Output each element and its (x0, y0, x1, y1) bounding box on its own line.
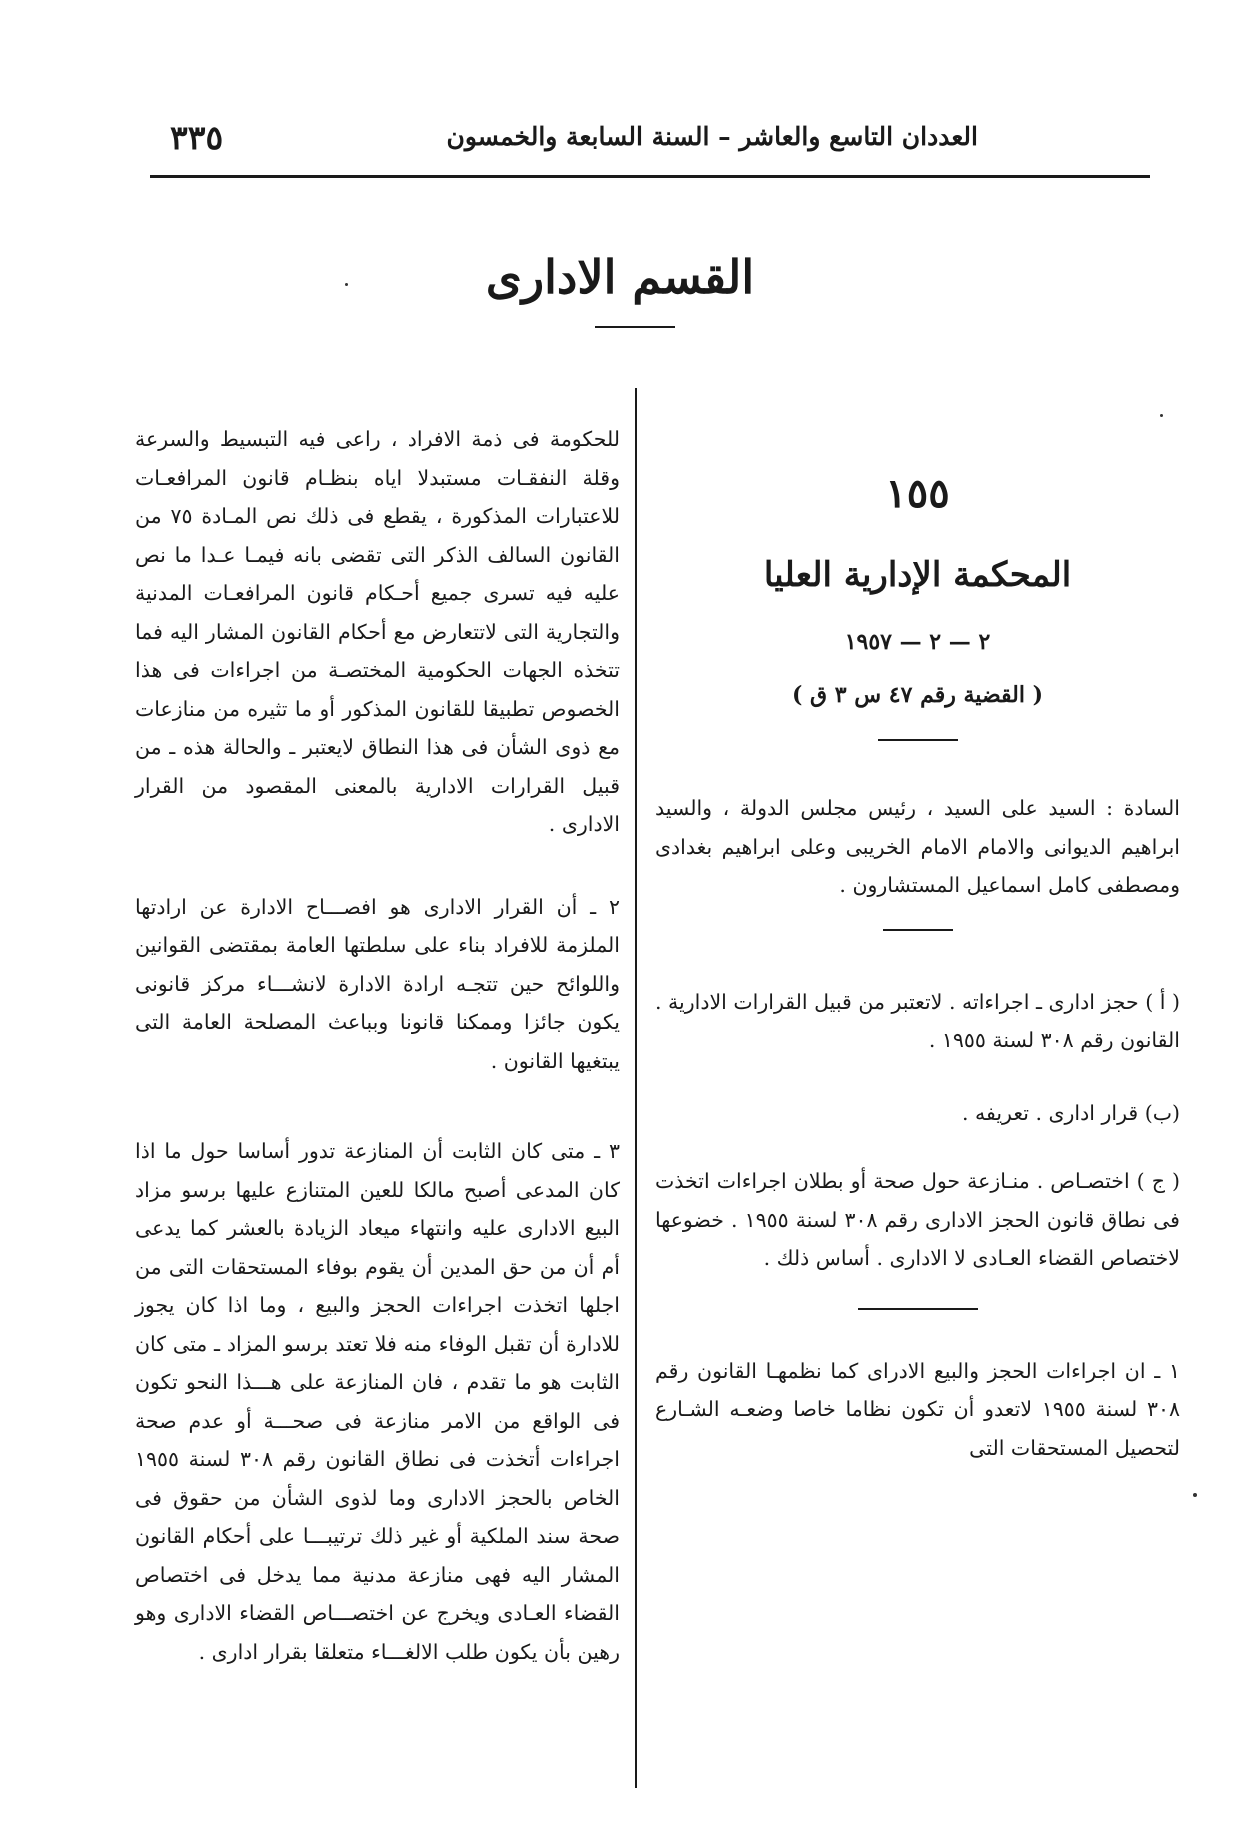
stray-mark (345, 283, 348, 286)
divider-rule (883, 929, 953, 931)
principle-3: ٣ ـ متى كان الثابت أن المنازعة تدور أساسا حول ما اذا كان المدعى أصبح مالكا للعين المتنازع عليها برسو مزاد البيع الادارى عليه وانتهاء ميعاد الزيادة بالعشر كما يدعى أم أن من حق المدين أن يقوم بوفاء المستحقات التى من اجلها اتخذت اجراءات الحجز والبيع ، وما اذا كان يجوز للادارة أن تقبل الوفاء منه فلا تعتد برسو المزاد ـ متى كان الثابت هو ما تقدم ، فان المنازعة على هـــذا النحو تكون فى الواقع من الامر منازعة فى صحـــة أو عدم صحة اجراءات أتخذت فى نطاق القانون رقم ٣٠٨ لسنة ١٩٥٥ الخاص بالحجز الادارى وما لذوى الشأن من حقوق فى صحة سند الملكية أو غير ذلك ترتيبـــا على أحكام القانون المشار اليه فهى منازعة مدنية مما يدخل فى اختصاص القضاء العـادى ويخرج عن اختصـــاص القضاء الادارى وهو رهين بأن يكون طلب الالغـــاء متعلقا بقرار ادارى . (135, 1139, 620, 1664)
principle-1-continued: للحكومة فى ذمة الافراد ، راعى فيه التبسيط والسرعة وقلة النفقـات مستبدلا اياه بنظـام قانون المرافعـات للاعتبارات المذكورة ، يقطع فى ذلك نص المـادة ٧٥ من القانون السالف الذكر التى تقضى بانه فيمـا عـدا ما نص عليه فيه تسرى جميع أحـكام قانون المرافعـات المدنية والتجارية التى لاتتعارض مع أحكام القانون المشار اليه فما تتخذه الجهات الحكومية المختصـة من اجراءات فى هذا الخصوص تطبيقا للقانون المذكور أو ما تثيره من منازعات مع ذوى الشأن فى هذا النطاق لايعتبر ـ والحالة هذه ـ من قبيل القرارات الادارية بالمعنى المقصود من القرار الادارى . (135, 427, 620, 836)
right-column (655, 465, 1180, 1467)
case-reference: ( القضية رقم ٤٧ س ٣ ق ) (791, 682, 1044, 708)
decision-date: ٢ — ٢ — ١٩٥٧ (844, 629, 991, 655)
column-divider (635, 388, 637, 1788)
header-rule (150, 175, 1150, 178)
section-rule (595, 326, 675, 328)
summary-b: (ب) قرار ادارى . تعريفه . (961, 1100, 1180, 1125)
stray-mark (1193, 1493, 1197, 1497)
principle-1: ١ ـ ان اجراءات الحجز والبيع الادراى كما نظمهـا القانون رقم ٣٠٨ لسنة ١٩٥٥ لاتعدو أن تكون نظاما خاصا وضعـه الشـارع لتحصيل المستحقات التى (655, 1358, 1181, 1460)
section-title: القسم الادارى (485, 250, 755, 304)
stray-mark (1160, 414, 1163, 417)
court-name: المحكمة الإدارية العليا (763, 555, 1072, 595)
divider-rule (878, 739, 958, 741)
left-column (135, 420, 620, 1671)
judges-panel: السادة : السيد على السيد ، رئيس مجلس الدولة ، والسيد ابراهيم الديوانى والامام الامام الخريبى وعلى ابراهيم بغدادى ومصطفى كامل اسماعيل المستشارون . (655, 796, 1180, 897)
summary-c: ( ج ) اختصـاص . منـازعة حول صحة أو بطلان اجراءات اتخذت فى نطاق قانون الحجز الادارى رقم ٣٠٨ لسنة ١٩٥٥ . خضوعها لاختصاص القضاء العـادى لا الادارى . أساس ذلك . (655, 1169, 1180, 1270)
page-number: ٣٣٥ (170, 118, 224, 157)
principle-2: ٢ ـ أن القرار الادارى هو افصـــاح الادارة عن ارادتها الملزمة للافراد بناء على سلطتها العامة بمقتضى القوانين واللوائح حين تتجـه ارادة الادارة لانشـــاء مركز قانونى يكون جائزا وممكنا قانونا وبباعث المصلحة العامة التى يبتغيها القانون . (135, 894, 620, 1073)
summary-a: ( أ ) حجز ادارى ـ اجراءاته . لاتعتبر من قبيل القرارات الادارية . القانون رقم ٣٠٨ لسنة ١٩٥٥ . (655, 989, 1180, 1052)
running-title: العددان التاسع والعاشر – السنة السابعة والخمسون (446, 122, 978, 151)
case-number: ١٥٥ (885, 470, 950, 517)
running-header (150, 118, 1150, 168)
divider-rule (858, 1308, 978, 1310)
